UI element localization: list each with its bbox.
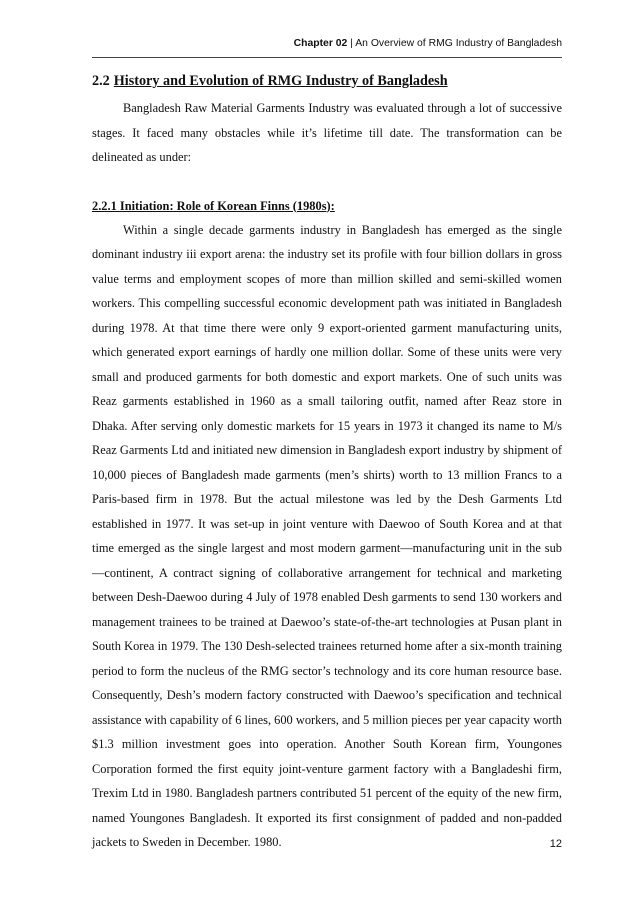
header-chapter-label: Chapter 02 bbox=[293, 38, 348, 49]
body-paragraph: Within a single decade garments industry in Bangladesh has emerged as the single dominant industry iii export arena: the industry set its profile with four billion dollars in gross value terms and employment scopes of more than million skilled and semi-skilled women workers. This compelling successful economic development path was initiated in Bangladesh during 1978. At that time there were only 9 export-oriented garment manufacturing units, which generated export earnings of hardly one million dollar. Some of these units were very small and produced garments for both domestic and export markets. One of such units was Reaz garments established in 1960 as a small tailoring outfit, named after Reaz store in Dhaka. After serving only domestic markets for 15 years in 1973 it changed its name to M/s Reaz Garments Ltd and initiated new dimension in Bangladesh export industry by shipment of 10,000 pieces of Bangladesh made garments (men’s shirts) worth to 13 million Francs to a Paris-based firm in 1978. But the actual milestone was led by the Desh Garments Ltd established in 1977. It was set-up in joint venture with Daewoo of South Korea and at that time emerged as the single largest and most modern garment—manufacturing unit in the sub—continent, A contract signing of collaborative arrangement for technical and marketing between Desh-Daewoo during 4 July of 1978 enabled Desh garments to send 130 workers and management trainees to be trained at Daewoo’s state-of-the-art technologies at Pusan plant in South Korea in 1979. The 130 Desh-selected trainees returned home after a six-month training period to form the nucleus of the RMG sector’s technology and its core human resource base. Consequently, Desh’s modern factory constructed with Daewoo’s specification and technical assistance with capability of 6 lines, 600 workers, and 5 million pieces per year capacity worth $1.3 million investment goes into operation. Another South Korean firm, Youngones Corporation formed the first equity joint-venture garment factory with a Bangladeshi firm, Trexim Ltd in 1980. Bangladesh partners contributed 51 percent of the equity of the new firm, named Youngones Bangladesh. It exported its first consignment of padded and non-padded jackets to Sweden in December. 1980. bbox=[92, 222, 562, 849]
header-divider bbox=[92, 57, 562, 58]
section-title: History and Evolution of RMG Industry of Bangladesh bbox=[113, 73, 448, 89]
page-number: 12 bbox=[549, 838, 562, 850]
running-header bbox=[92, 38, 562, 49]
subsection-heading: 2.2.1 Initiation: Role of Korean Finns (1980s): bbox=[92, 198, 335, 213]
header-separator: | bbox=[347, 38, 356, 49]
section-heading bbox=[92, 73, 562, 90]
page-body bbox=[92, 73, 562, 855]
section-number: 2.2 bbox=[92, 73, 110, 89]
intro-paragraph: Bangladesh Raw Material Garments Industry was evaluated through a lot of successive stages. It faced many obstacles while it’s lifetime till date. The transformation can be delineated as under: bbox=[92, 101, 562, 164]
header-title: An Overview of RMG Industry of Bangladesh bbox=[355, 38, 562, 49]
